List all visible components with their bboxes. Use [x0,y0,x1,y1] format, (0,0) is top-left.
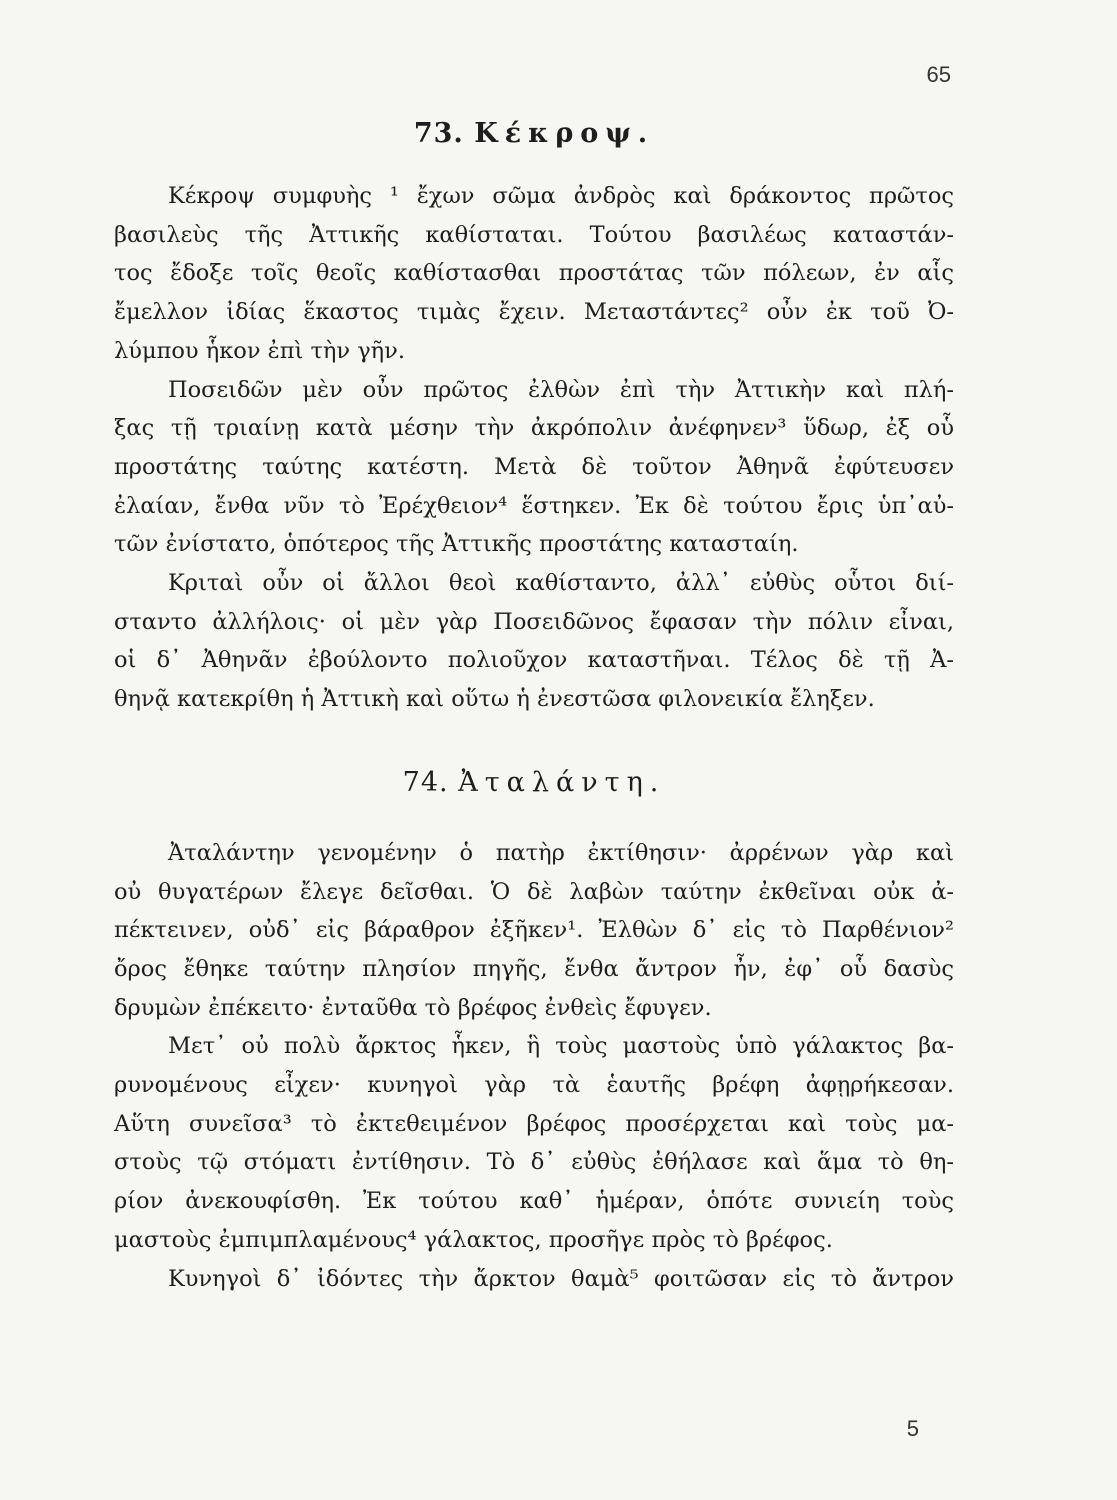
text-line: Κυνηγοὶ δ᾽ ἰδόντες τὴν ἄρκτον θαμὰ⁵ φοιτῶσαν εἰς τὸ ἄντρον [168,1265,954,1292]
text-line: Ἀταλάντην γενομένην ὁ πατὴρ ἐκτίθησιν· ἀρρένων γὰρ καὶ [168,839,954,866]
page-number: 65 [926,62,951,87]
paragraph [114,564,954,719]
text-line: Ποσειδῶν μὲν οὖν πρῶτος ἐλθὼν ἐπὶ τὴν Ἀττικὴν καὶ πλή- [168,376,954,403]
signature-mark: 5 [906,1416,919,1441]
text-line: θηνᾷ κατεκρίθη ἡ Ἀττικὴ καὶ οὕτω ἡ ἐνεστῶσα φιλονεικία ἔληξεν. [114,686,875,713]
text-line: οἱ δ᾽ Ἀθηνᾶν ἐβούλοντο πολιοῦχον καταστῆναι. Τέλος δὲ τῇ Ἀ- [114,647,954,674]
text-line: Κέκροψ συμφυὴς ¹ ἔχων σῶμα ἀνδρὸς καὶ δράκοντος πρῶτος [168,183,954,209]
text-line: τος ἔδοξε τοῖς θεοῖς καθίστασθαι προστάτας τῶν πόλεων, ἐν αἷς [114,260,954,287]
paragraph [114,834,954,1028]
text-line: ἐλαίαν, ἔνθα νῦν τὸ Ἐρέχθειον⁴ ἕστηκεν. Ἐκ δὲ τούτου ἔρις ὑπ᾽αὐ- [114,492,954,519]
section-73-heading [114,118,954,149]
text-line: οὐ θυγατέρων ἔλεγε δεῖσθαι. Ὁ δὲ λαβὼν ταύτην ἐκθεῖναι οὐκ ἀ- [114,878,954,905]
text-line: Μετ᾽ οὐ πολὺ ἄρκτος ἧκεν, ἣ τοὺς μαστοὺς ὑπὸ γάλακτος βα- [168,1033,954,1060]
page-content [114,118,954,1298]
section-74-heading [114,767,954,798]
text-line: πέκτεινεν, οὐδ᾽ εἰς βάραθρον ἐξῆκεν¹. Ἐλθὼν δ᾽ εἰς τὸ Παρθένιον² [114,917,954,944]
text-line: προστάτης ταύτης κατέστη. Μετὰ δὲ τοῦτον Ἀθηνᾶ ἐφύτευσεν [114,453,954,480]
text-line: στοὺς τῷ στόματι ἐντίθησιν. Τὸ δ᾽ εὐθὺς ἐθήλασε καὶ ἅμα τὸ θη- [114,1149,954,1176]
text-line: δρυμὼν ἐπέκειτο· ἐνταῦθα τὸ βρέφος ἐνθεὶς ἔφυγεν. [114,994,712,1021]
text-line: μαστοὺς ἐμπιμπλαμένους⁴ γάλακτος, προσῆγε πρὸς τὸ βρέφος. [114,1226,833,1253]
paragraph [114,177,954,371]
text-line: ρίον ἀνεκουφίσθη. Ἐκ τούτου καθ᾽ ἡμέραν, ὁπότε συνιείη τοὺς [114,1188,954,1215]
text-line: Αὕτη συνεῖσα³ τὸ ἐκτεθειμένον βρέφος προσέρχεται καὶ τοὺς μα- [114,1110,954,1137]
text-line: λύμπου ἧκον ἐπὶ τὴν γῆν. [114,337,405,364]
text-line: βασιλεὺς τῆς Ἀττικῆς καθίσταται. Τούτου βασιλέως καταστάν- [114,221,954,248]
heading-number: 74. [402,766,449,798]
text-line: ἔμελλον ἰδίας ἕκαστος τιμὰς ἔχειν. Μεταστάντες² οὖν ἐκ τοῦ Ὀ- [114,299,954,326]
paragraph [114,1027,954,1259]
heading-title: Κέκροψ. [474,118,655,149]
text-line: σταντο ἀλλήλοις· οἱ μὲν γὰρ Ποσειδῶνος ἔφασαν τὴν πόλιν εἶναι, [114,608,954,635]
text-line: ρυνομένους εἶχεν· κυνηγοὶ γὰρ τὰ ἑαυτῆς βρέφη ἀφῃρήκεσαν. [114,1072,954,1099]
heading-number: 73. [413,118,464,149]
heading-title: Ἀταλάντη. [458,766,666,798]
text-line: ὄρος ἔθηκε ταύτην πλησίον πηγῆς, ἔνθα ἄντρον ἦν, ἐφ᾽ οὗ δασὺς [114,955,954,982]
paragraph [114,371,954,565]
text-line: ξας τῇ τριαίνῃ κατὰ μέσην τὴν ἀκρόπολιν ἀνέφηνεν³ ὕδωρ, ἐξ οὗ [114,415,954,442]
paragraph [114,1260,954,1299]
text-line: Κριταὶ οὖν οἱ ἄλλοι θεοὶ καθίσταντο, ἀλλ᾽ εὐθὺς οὗτοι διί- [168,570,954,597]
text-line: τῶν ἐνίστατο, ὁπότερος τῆς Ἀττικῆς προστάτης κατασταίη. [114,531,799,558]
